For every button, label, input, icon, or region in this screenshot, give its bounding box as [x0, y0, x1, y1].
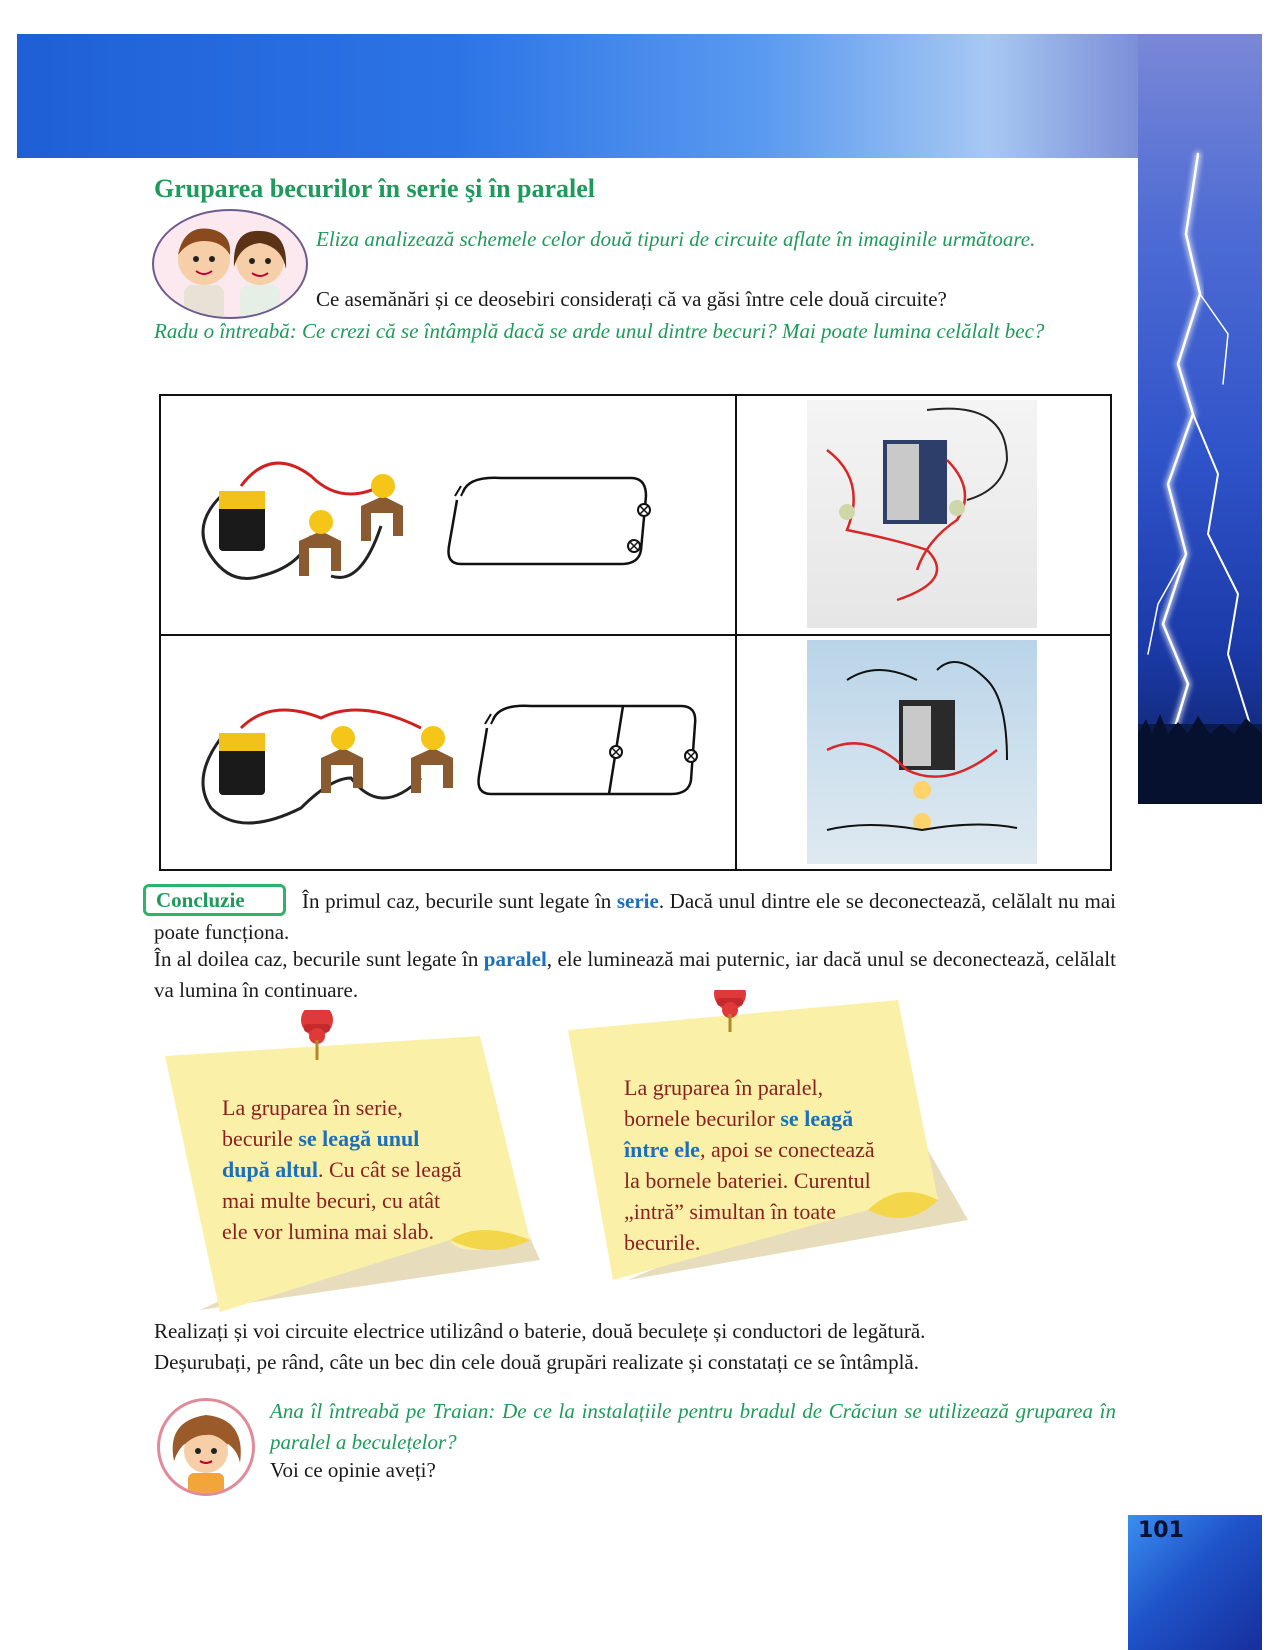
sticky-note-series: La gruparea în serie, becurile se leagă unul după altul. Cu cât se leagă mai multe becuri, cu atât ele vor lumina mai slab. [160, 1010, 560, 1320]
page-number: 101 [1138, 1518, 1184, 1543]
header-band [17, 34, 1262, 158]
eliza-text: Eliza analizează schemele celor două tipuri de circuite aflate în imaginile următoare. [316, 227, 1036, 251]
intro-question: Ce asemănări și ce deosebiri considerați că va găsi între cele două circuite? [316, 287, 947, 311]
conclusion-paragraph-2: În al doilea caz, becurile sunt legate în paralel, ele luminează mai puternic, iar dacă unul se deconectează, celălalt va lumina în continuare. [154, 947, 1116, 1002]
activity-line-1: Realizați și voi circuite electrice utilizând o baterie, două beculețe și conductori de legătură. [154, 1319, 926, 1343]
ana-avatar [157, 1398, 255, 1496]
parallel-circuit-diagram [471, 696, 711, 806]
activity-text [154, 1316, 1116, 1378]
ana-question: Ana îl întreabă pe Traian: De ce la instalațiile pentru bradul de Crăciun se utilizează gruparea în paralel a beculețelor? [270, 1399, 1116, 1454]
parallel-circuit-illustration [181, 658, 481, 858]
radu-question: Radu o întreabă: Ce crezi că se întâmplă dacă se arde unul dintre becuri? Mai poate lumina celălalt bec? [154, 319, 1045, 343]
note-parallel-keyword: se leagă între ele [624, 1106, 854, 1162]
parallel-circuit-photo [807, 640, 1037, 864]
keyword-serie: serie [616, 889, 659, 913]
lightning-decoration [1138, 34, 1262, 804]
conclusion-paragraph-1: În primul caz, becurile sunt legate în serie. Dacă unul dintre ele se deconectează, celălalt nu mai poate funcționa. [154, 889, 1116, 944]
page-title: Gruparea becurilor în serie şi în paralel [154, 174, 596, 203]
conclusion-label: Concluzie [143, 884, 286, 916]
note-series-keyword: se leagă unul după altul [222, 1126, 420, 1182]
keyword-paralel: paralel [483, 947, 547, 971]
kids-avatar [152, 209, 308, 319]
activity-line-2: Deșurubați, pe rând, câte un bec din cele două grupări realizate și constatați ce se întâmplă. [154, 1350, 920, 1374]
opinion-question: Voi ce opinie aveți? [270, 1458, 436, 1482]
series-circuit-illustration [181, 426, 441, 616]
sticky-note-parallel: La gruparea în paralel, bornele becurilor se leagă între ele, apoi se conectează la bornele bateriei. Curentul „intră” simultan în toate becurile. [568, 990, 968, 1290]
series-circuit-diagram [441, 466, 661, 576]
series-circuit-photo [807, 400, 1037, 628]
